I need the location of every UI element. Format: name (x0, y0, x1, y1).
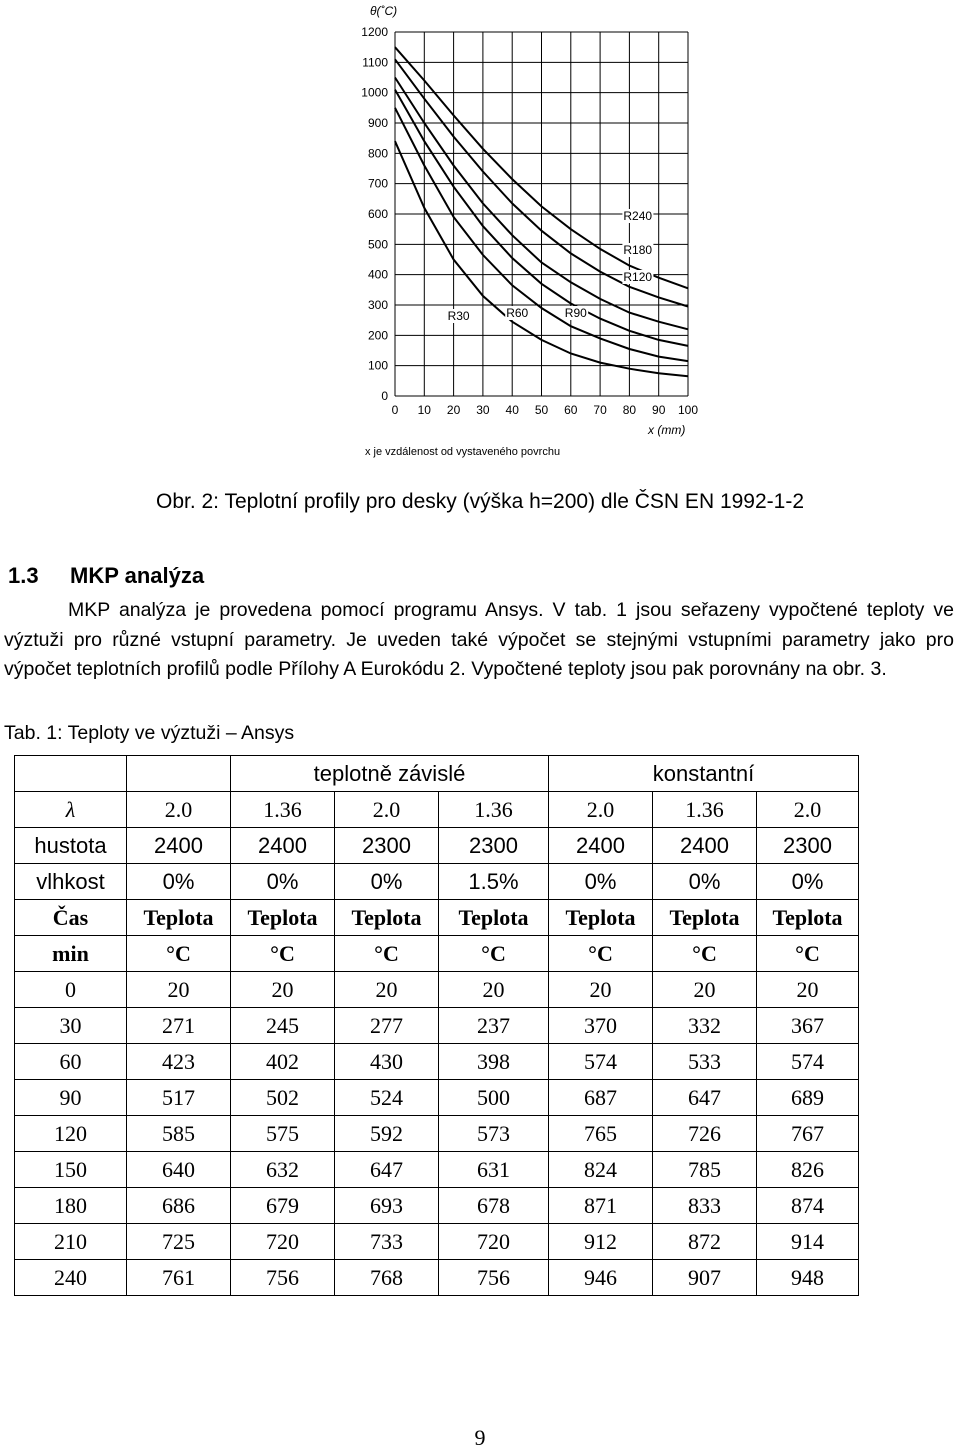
temperature-cell: 574 (757, 1044, 859, 1080)
temperature-cell: 370 (549, 1008, 653, 1044)
y-tick-label: 0 (381, 389, 388, 403)
y-tick-label: 500 (367, 237, 388, 252)
temperature-cell: 726 (653, 1116, 757, 1152)
temperature-cell: 592 (335, 1116, 439, 1152)
empty-cell (15, 756, 127, 792)
header-value: Teplota (231, 900, 335, 936)
y-tick-label: 100 (367, 358, 388, 373)
table-caption: Tab. 1: Teploty ve výztuži – Ansys (4, 722, 295, 744)
temperature-cell: 720 (231, 1224, 335, 1260)
x-tick-label: 90 (652, 403, 666, 417)
temperature-cell: 640 (127, 1152, 231, 1188)
y-axis-label: θ(˚C) (370, 4, 398, 18)
temperature-cell: 761 (127, 1260, 231, 1296)
param-value: 2400 (653, 828, 757, 864)
header-value: Teplota (127, 900, 231, 936)
temperature-cell: 678 (439, 1188, 549, 1224)
temperature-cell: 907 (653, 1260, 757, 1296)
param-value: 2.0 (127, 792, 231, 828)
temperature-cell: 767 (757, 1116, 859, 1152)
table-row (15, 1260, 859, 1296)
temperature-cell: 725 (127, 1224, 231, 1260)
temperature-profile-chart (330, 0, 710, 470)
curve-label-r180: R180 (623, 243, 653, 257)
temperature-cell: 20 (127, 972, 231, 1008)
body-paragraph (4, 596, 954, 685)
temperature-cell: 20 (231, 972, 335, 1008)
param-value: 0% (127, 864, 231, 900)
time-cell: 180 (15, 1188, 127, 1224)
temperature-cell: 20 (549, 972, 653, 1008)
param-label: λ (15, 792, 127, 828)
temperature-cell: 756 (231, 1260, 335, 1296)
table-row (15, 1152, 859, 1188)
param-row (15, 792, 859, 828)
param-value: 1.36 (231, 792, 335, 828)
param-value: 2400 (549, 828, 653, 864)
header-value: °C (127, 936, 231, 972)
figure-caption: Obr. 2: Teplotní profily pro desky (výška h=200) dle ČSN EN 1992-1-2 (155, 490, 805, 513)
temperature-cell: 693 (335, 1188, 439, 1224)
chart-note: x je vzdálenost od vystaveného povrchu (365, 446, 561, 458)
results-table (14, 755, 859, 1296)
param-row (15, 828, 859, 864)
temperature-cell: 826 (757, 1152, 859, 1188)
time-cell: 90 (15, 1080, 127, 1116)
param-value: 2300 (439, 828, 549, 864)
temperature-cell: 632 (231, 1152, 335, 1188)
temperature-cell: 277 (335, 1008, 439, 1044)
header-value: °C (231, 936, 335, 972)
time-cell: 240 (15, 1260, 127, 1296)
y-tick-label: 600 (367, 207, 388, 221)
temperature-cell: 765 (549, 1116, 653, 1152)
param-value: 1.36 (439, 792, 549, 828)
param-value: 2.0 (757, 792, 859, 828)
temperature-cell: 502 (231, 1080, 335, 1116)
y-tick-label: 400 (367, 267, 388, 282)
x-tick-label: 10 (417, 403, 431, 417)
column-header-row (15, 900, 859, 936)
column-header-row (15, 936, 859, 972)
x-tick-label: 70 (593, 403, 607, 417)
x-tick-label: 20 (446, 403, 461, 417)
param-value: 2400 (231, 828, 335, 864)
y-tick-label: 700 (367, 176, 388, 191)
x-tick-label: 50 (534, 403, 549, 417)
section-number: 1.3 (8, 563, 39, 588)
temperature-cell: 679 (231, 1188, 335, 1224)
temperature-cell: 245 (231, 1008, 335, 1044)
header-label: Čas (15, 900, 127, 936)
temperature-cell: 689 (757, 1080, 859, 1116)
x-tick-label: 40 (505, 403, 519, 417)
param-value: 0% (653, 864, 757, 900)
temperature-cell: 367 (757, 1008, 859, 1044)
empty-cell (127, 756, 231, 792)
temperature-cell: 271 (127, 1008, 231, 1044)
y-tick-label: 200 (367, 328, 388, 343)
temperature-cell: 631 (439, 1152, 549, 1188)
temperature-cell: 647 (653, 1080, 757, 1116)
param-value: 0% (231, 864, 335, 900)
time-cell: 150 (15, 1152, 127, 1188)
time-cell: 210 (15, 1224, 127, 1260)
temperature-cell: 332 (653, 1008, 757, 1044)
temperature-cell: 398 (439, 1044, 549, 1080)
temperature-cell: 946 (549, 1260, 653, 1296)
temperature-cell: 687 (549, 1080, 653, 1116)
temperature-cell: 573 (439, 1116, 549, 1152)
temperature-cell: 524 (335, 1080, 439, 1116)
temperature-cell: 647 (335, 1152, 439, 1188)
temperature-cell: 686 (127, 1188, 231, 1224)
temperature-cell: 756 (439, 1260, 549, 1296)
table-row (15, 1224, 859, 1260)
x-tick-label: 80 (622, 403, 637, 417)
group-dependent: teplotně závislé (231, 756, 549, 792)
table-row (15, 1116, 859, 1152)
header-label: min (15, 936, 127, 972)
header-value: Teplota (653, 900, 757, 936)
page-number: 9 (474, 1425, 486, 1450)
table-row (15, 1188, 859, 1224)
table-row (15, 1008, 859, 1044)
param-value: 2300 (757, 828, 859, 864)
param-value: 2.0 (549, 792, 653, 828)
x-tick-label: 0 (391, 403, 399, 417)
curve-label-r240: R240 (623, 209, 653, 223)
y-tick-label: 800 (367, 146, 388, 161)
table-row (15, 1044, 859, 1080)
x-axis-label: x (mm) (648, 423, 686, 437)
curve-label-r120: R120 (623, 270, 653, 284)
temperature-cell: 948 (757, 1260, 859, 1296)
temperature-cell: 423 (127, 1044, 231, 1080)
y-tick-label: 1000 (361, 85, 388, 100)
temperature-cell: 20 (335, 972, 439, 1008)
temperature-cell: 402 (231, 1044, 335, 1080)
param-row (15, 864, 859, 900)
param-label: vlhkost (15, 864, 127, 900)
header-value: Teplota (335, 900, 439, 936)
temperature-cell: 912 (549, 1224, 653, 1260)
x-tick-label: 30 (476, 403, 490, 417)
param-value: 2.0 (335, 792, 439, 828)
temperature-cell: 914 (757, 1224, 859, 1260)
time-cell: 60 (15, 1044, 127, 1080)
header-value: Teplota (439, 900, 549, 936)
temperature-cell: 874 (757, 1188, 859, 1224)
header-value: °C (439, 936, 549, 972)
time-cell: 30 (15, 1008, 127, 1044)
temperature-cell: 872 (653, 1224, 757, 1260)
x-tick-label: 60 (564, 403, 578, 417)
paragraph-text: MKP analýza je provedena pomocí programu Ansys. V tab. 1 jsou seřazeny vypočtené teploty ve výztuži pro různé vstupní parametry. Je uveden také výpočet se stejnými vstupními parametry jako pro výpočet teplotních profilů podle Přílohy A Eurokódu 2. Vypočtené teploty jsou pak porovnány na obr. 3. (4, 599, 954, 680)
temperature-cell: 833 (653, 1188, 757, 1224)
temperature-cell: 500 (439, 1080, 549, 1116)
temperature-cell: 20 (653, 972, 757, 1008)
chart-svg (330, 0, 710, 470)
curve-label-r90: R90 (564, 306, 587, 320)
param-value: 2400 (127, 828, 231, 864)
param-value: 0% (757, 864, 859, 900)
x-tick-label: 100 (677, 403, 699, 417)
group-constant: konstantní (549, 756, 859, 792)
param-value: 1.36 (653, 792, 757, 828)
section-heading (8, 563, 204, 589)
y-tick-label: 1200 (361, 25, 388, 39)
group-header-row (15, 756, 859, 792)
temperature-cell: 517 (127, 1080, 231, 1116)
time-cell: 120 (15, 1116, 127, 1152)
y-tick-label: 1100 (362, 55, 388, 70)
table-row (15, 972, 859, 1008)
temperature-cell: 20 (439, 972, 549, 1008)
temperature-cell: 574 (549, 1044, 653, 1080)
param-value: 0% (549, 864, 653, 900)
header-value: °C (757, 936, 859, 972)
header-value: °C (549, 936, 653, 972)
temperature-cell: 575 (231, 1116, 335, 1152)
header-value: Teplota (549, 900, 653, 936)
curve-label-r30: R30 (447, 309, 470, 323)
header-value: Teplota (757, 900, 859, 936)
y-tick-label: 300 (367, 298, 388, 312)
temperature-cell: 720 (439, 1224, 549, 1260)
header-value: °C (653, 936, 757, 972)
temperature-cell: 785 (653, 1152, 757, 1188)
temperature-cell: 430 (335, 1044, 439, 1080)
temperature-cell: 824 (549, 1152, 653, 1188)
temperature-cell: 20 (757, 972, 859, 1008)
y-tick-label: 900 (367, 116, 388, 130)
temperature-cell: 768 (335, 1260, 439, 1296)
section-title: MKP analýza (70, 563, 205, 588)
curve-label-r60: R60 (506, 306, 529, 320)
time-cell: 0 (15, 972, 127, 1008)
temperature-cell: 733 (335, 1224, 439, 1260)
temperature-cell: 585 (127, 1116, 231, 1152)
table-row (15, 1080, 859, 1116)
param-label: hustota (15, 828, 127, 864)
param-value: 1.5% (439, 864, 549, 900)
param-value: 0% (335, 864, 439, 900)
temperature-cell: 533 (653, 1044, 757, 1080)
temperature-cell: 871 (549, 1188, 653, 1224)
temperature-cell: 237 (439, 1008, 549, 1044)
header-value: °C (335, 936, 439, 972)
param-value: 2300 (335, 828, 439, 864)
